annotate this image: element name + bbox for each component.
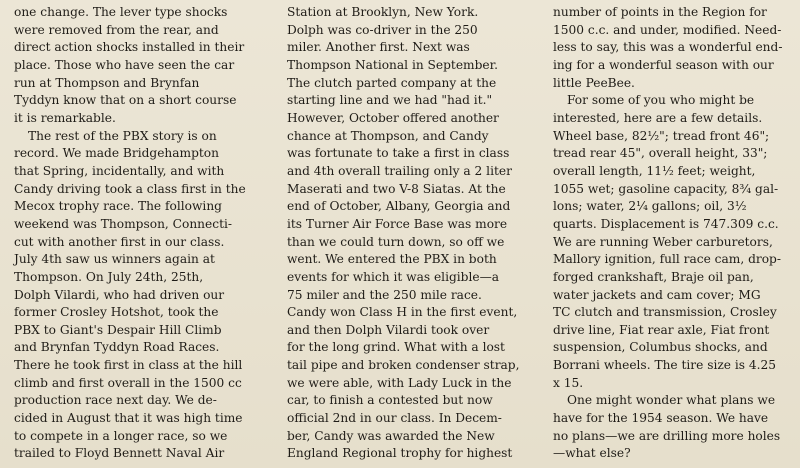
- text-line: 1055 wet; gasoline capacity, 8¾ gal-: [553, 181, 779, 196]
- text-line: direct action shocks installed in their: [14, 40, 245, 55]
- text-line: Tyddyn know that on a short course: [14, 93, 237, 108]
- text-line: to compete in a longer race, so we: [14, 428, 228, 443]
- text-line: Maserati and two V-8 Siatas. At the: [287, 181, 506, 196]
- text-line: tread rear 45", overall height, 33";: [553, 146, 768, 161]
- text-line: former Crosley Hotshot, took the: [14, 305, 219, 320]
- text-line: chance at Thompson, and Candy: [287, 128, 489, 143]
- text-line: Wheel base, 82½"; tread front 46";: [553, 128, 770, 143]
- text-line: we were able, with Lady Luck in the: [287, 375, 512, 390]
- text-line: it is remarkable.: [14, 110, 116, 125]
- text-line: Candy won Class H in the first event,: [287, 305, 518, 320]
- text-line: cut with another first in our class.: [14, 234, 225, 249]
- text-line: have for the 1954 season. We have: [553, 411, 769, 426]
- text-line: car, to finish a contested but now: [287, 393, 493, 408]
- text-line: July 4th saw us winners again at: [14, 252, 215, 267]
- text-column-1: [14, 4, 264, 463]
- text-line: Dolph was co-driver in the 250: [287, 22, 478, 37]
- text-column-3: [553, 4, 791, 463]
- text-line: and Brynfan Tyddyn Road Races.: [14, 340, 220, 355]
- text-line: suspension, Columbus shocks, and: [553, 340, 768, 355]
- text-line: Mallory ignition, full race cam, drop-: [553, 252, 781, 267]
- text-line: 75 miler and the 250 mile race.: [287, 287, 482, 302]
- text-line: tail pipe and broken condenser strap,: [287, 358, 520, 373]
- text-line: drive line, Fiat rear axle, Fiat front: [553, 322, 770, 337]
- text-line: production race next day. We de-: [14, 393, 217, 408]
- text-line: one change. The lever type shocks: [14, 5, 228, 19]
- text-line: official 2nd in our class. In Decem-: [287, 411, 502, 426]
- text-line: than we could turn down, so off we: [287, 234, 505, 249]
- text-line: was fortunate to take a first in class: [287, 146, 510, 161]
- text-line: 1500 c.c. and under, modified. Need-: [553, 22, 782, 37]
- text-line: cided in August that it was high time: [14, 411, 243, 426]
- text-line: The clutch parted company at the: [287, 75, 497, 90]
- text-line: for the long grind. What with a lost: [287, 340, 505, 355]
- text-line: number of points in the Region for: [553, 5, 767, 19]
- text-line: Thompson. On July 24th, 25th,: [14, 269, 204, 284]
- text-line: forged crankshaft, Braje oil pan,: [553, 269, 754, 284]
- text-line: Dolph Vilardi, who had driven our: [14, 287, 225, 302]
- text-line: no plans—we are drilling more holes: [553, 428, 781, 443]
- text-line: quarts. Displacement is 747.309 c.c.: [553, 216, 779, 231]
- text-line: Candy driving took a class first in the: [14, 181, 246, 196]
- text-line: interested, here are a few details.: [553, 110, 763, 125]
- text-line: were removed from the rear, and: [14, 22, 219, 37]
- text-line: —what else?: [553, 446, 631, 461]
- text-line: ing for a wonderful season with our: [553, 57, 774, 72]
- text-column-2: [287, 4, 529, 463]
- text-line: The rest of the PBX story is on: [28, 128, 217, 143]
- text-line: We are running Weber carburetors,: [553, 234, 773, 249]
- text-line: and then Dolph Vilardi took over: [287, 322, 490, 337]
- text-line: water jackets and cam cover; MG: [553, 287, 761, 302]
- text-line: run at Thompson and Brynfan: [14, 75, 200, 90]
- text-line: climb and first overall in the 1500 cc: [14, 375, 242, 390]
- text-line: its Turner Air Force Base was more: [287, 216, 508, 231]
- text-line: that Spring, incidentally, and with: [14, 163, 225, 178]
- text-line: trailed to Floyd Bennett Naval Air: [14, 446, 225, 461]
- text-line: overall length, 11½ feet; weight,: [553, 163, 756, 178]
- text-line: lons; water, 2¼ gallons; oil, 3½: [553, 199, 747, 214]
- text-line: ber, Candy was awarded the New: [287, 428, 495, 443]
- text-line: end of October, Albany, Georgia and: [287, 199, 511, 214]
- text-line: For some of you who might be: [567, 93, 755, 108]
- text-line: One might wonder what plans we: [567, 393, 776, 408]
- text-line: little PeeBee.: [553, 75, 635, 90]
- text-line: less to say, this was a wonderful end-: [553, 40, 783, 55]
- text-line: starting line and we had "had it.": [287, 93, 493, 108]
- text-line: TC clutch and transmission, Crosley: [553, 305, 777, 320]
- text-line: record. We made Bridgehampton: [14, 146, 219, 161]
- text-line: Thompson National in September.: [287, 57, 498, 72]
- text-line: miler. Another first. Next was: [287, 40, 470, 55]
- text-line: and 4th overall trailing only a 2 liter: [287, 163, 512, 178]
- text-line: went. We entered the PBX in both: [287, 252, 497, 267]
- text-line: x 15.: [553, 375, 584, 390]
- text-line: There he took first in class at the hill: [14, 358, 243, 373]
- text-line: place. Those who have seen the car: [14, 57, 235, 72]
- text-line: Mecox trophy race. The following: [14, 199, 222, 214]
- text-line: Borrani wheels. The tire size is 4.25: [553, 358, 777, 373]
- text-line: events for which it was eligible—a: [287, 269, 500, 284]
- text-line: England Regional trophy for highest: [287, 446, 513, 461]
- text-line: Station at Brooklyn, New York.: [287, 5, 479, 19]
- text-line: weekend was Thompson, Connecti-: [14, 216, 232, 231]
- text-line: However, October offered another: [287, 110, 499, 125]
- text-line: PBX to Giant's Despair Hill Climb: [14, 322, 222, 337]
